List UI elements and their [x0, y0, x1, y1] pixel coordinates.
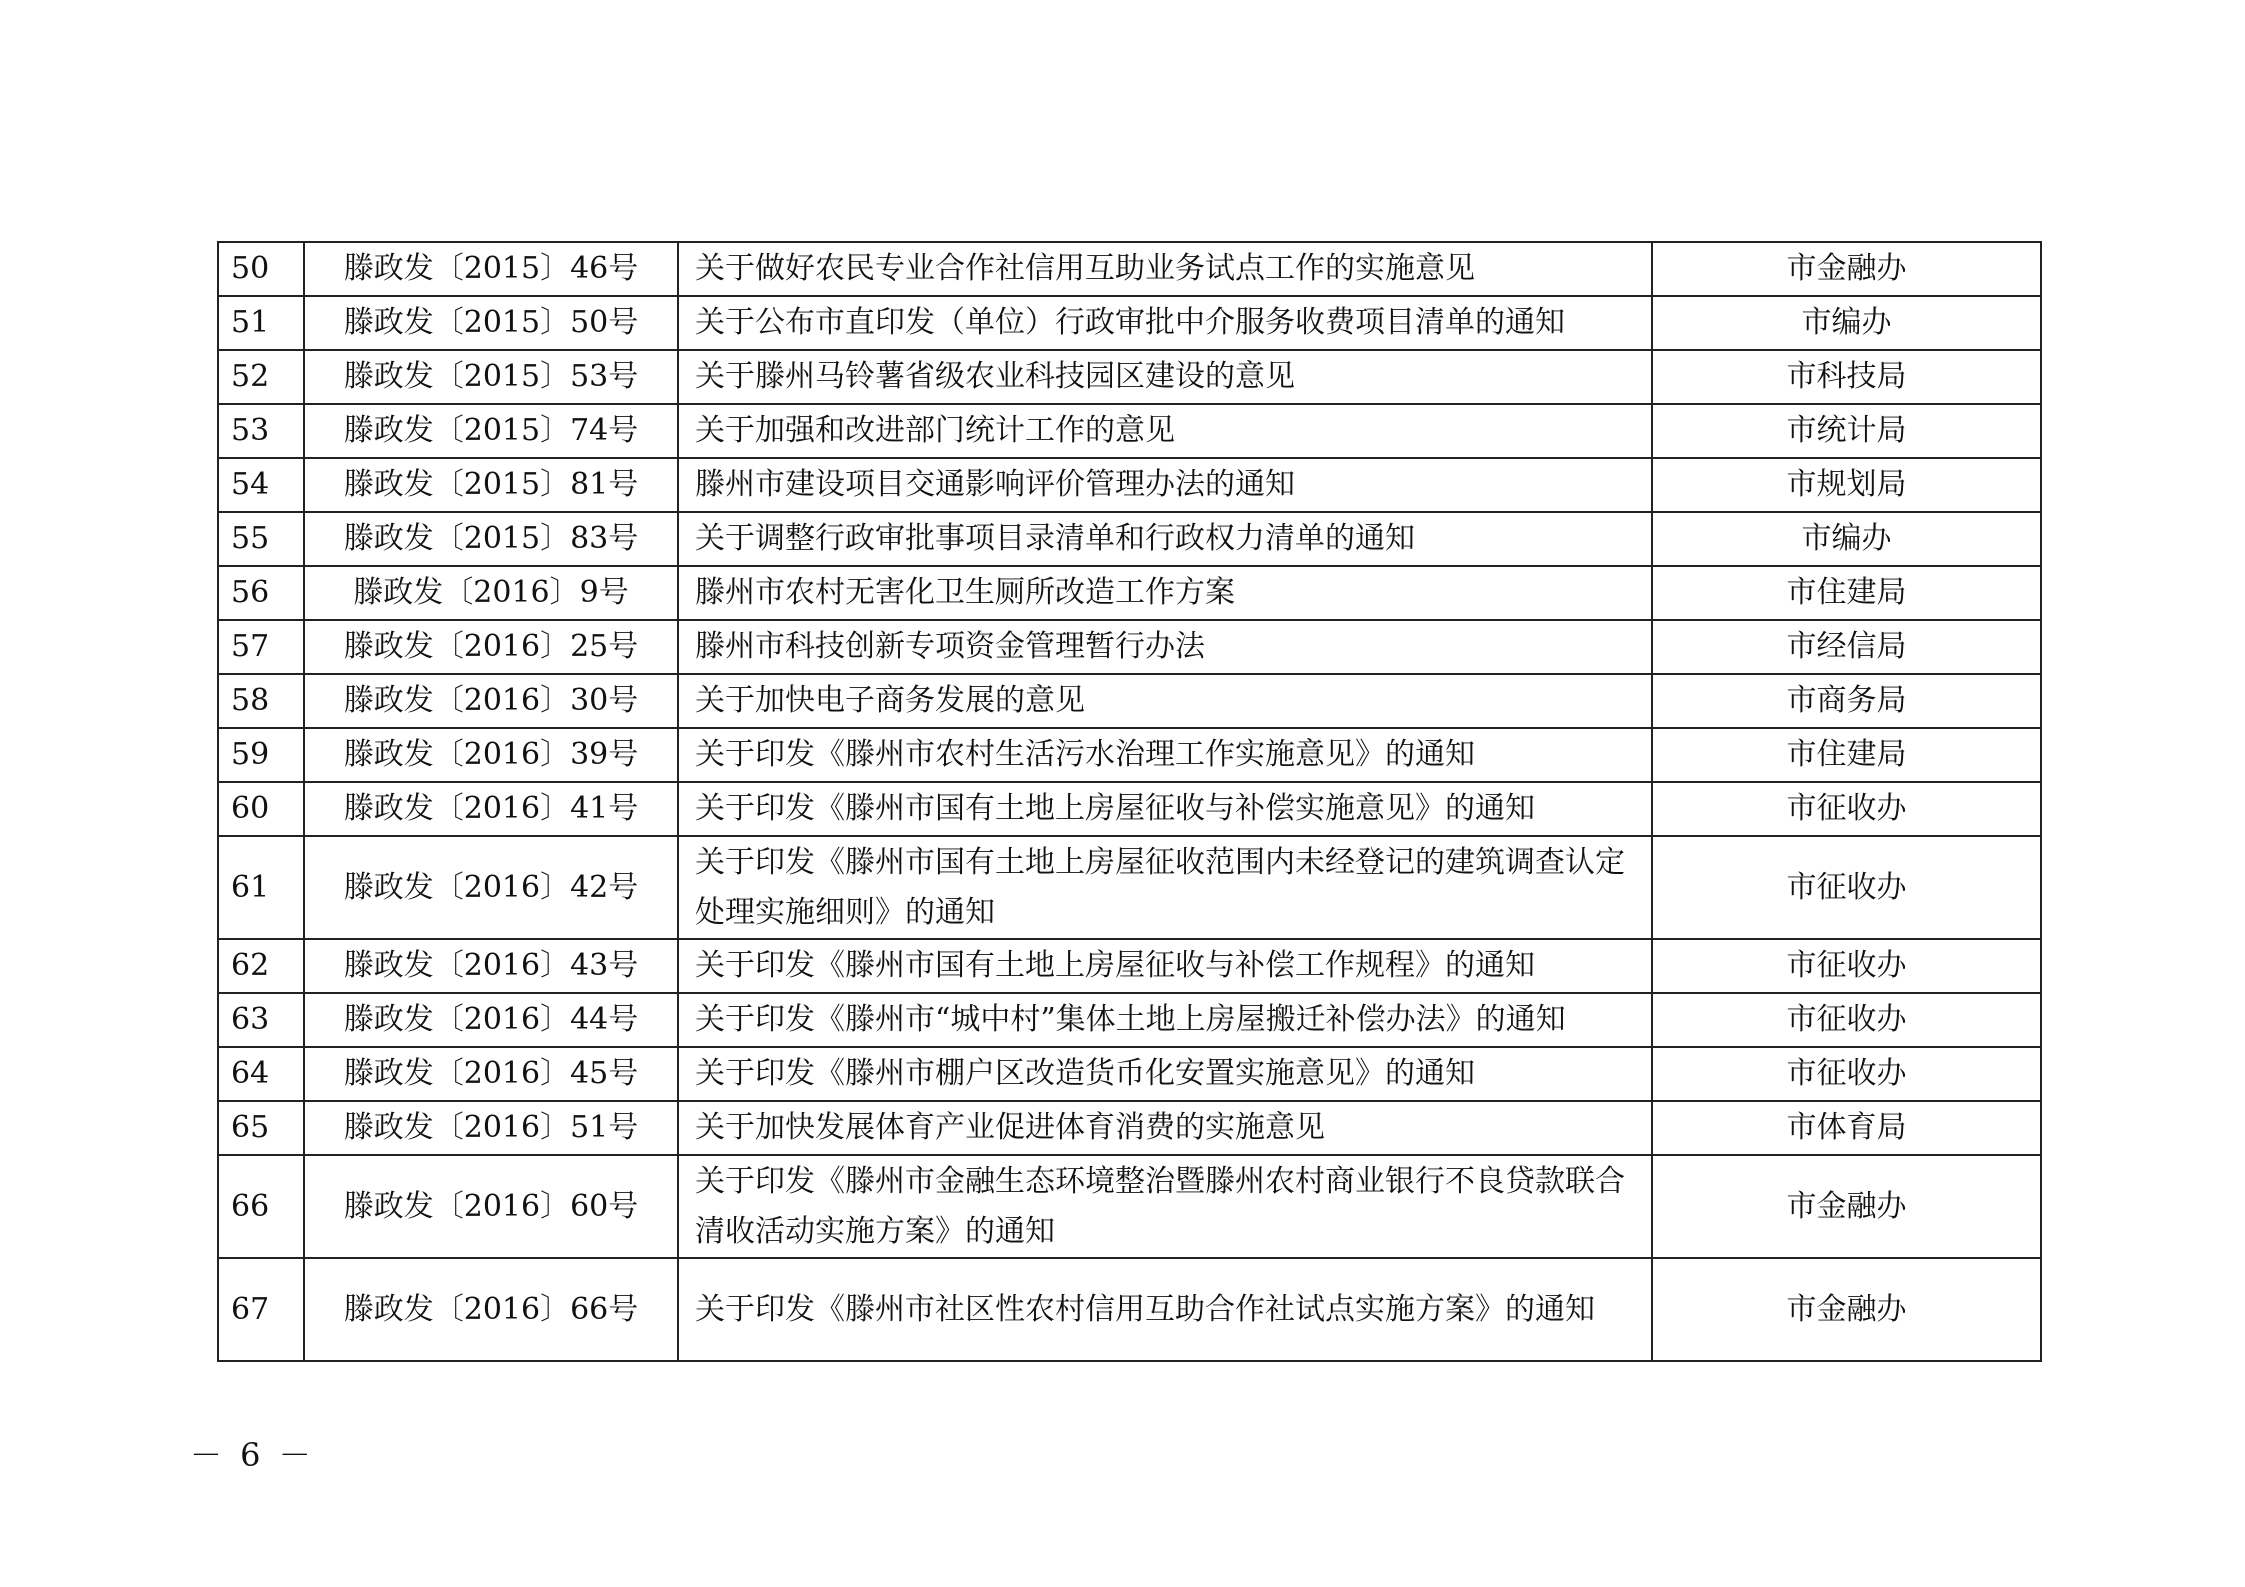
department: 市科技局 — [1652, 350, 2041, 404]
department: 市住建局 — [1652, 728, 2041, 782]
document-title: 关于印发《滕州市社区性农村信用互助合作社试点实施方案》的通知 — [678, 1258, 1652, 1361]
document-list-table — [217, 241, 2042, 1362]
table-row — [218, 939, 2041, 993]
document-number: 滕政发〔2016〕44号 — [304, 993, 678, 1047]
table-row — [218, 1047, 2041, 1101]
row-number: 54 — [218, 458, 304, 512]
document-title: 关于加强和改进部门统计工作的意见 — [678, 404, 1652, 458]
table-row — [218, 512, 2041, 566]
row-number: 57 — [218, 620, 304, 674]
document-title: 关于滕州马铃薯省级农业科技园区建设的意见 — [678, 350, 1652, 404]
document-number: 滕政发〔2016〕45号 — [304, 1047, 678, 1101]
document-title: 关于做好农民专业合作社信用互助业务试点工作的实施意见 — [678, 242, 1652, 296]
document-title: 关于印发《滕州市国有土地上房屋征收与补偿实施意见》的通知 — [678, 782, 1652, 836]
row-number: 51 — [218, 296, 304, 350]
table-row — [218, 566, 2041, 620]
document-title: 关于公布市直印发（单位）行政审批中介服务收费项目清单的通知 — [678, 296, 1652, 350]
department: 市金融办 — [1652, 242, 2041, 296]
table-row — [218, 296, 2041, 350]
row-number: 56 — [218, 566, 304, 620]
row-number: 59 — [218, 728, 304, 782]
department: 市住建局 — [1652, 566, 2041, 620]
document-number: 滕政发〔2016〕9号 — [304, 566, 678, 620]
document-title: 关于印发《滕州市国有土地上房屋征收范围内未经登记的建筑调查认定处理实施细则》的通知 — [678, 836, 1652, 939]
document-number: 滕政发〔2016〕39号 — [304, 728, 678, 782]
document-title: 关于调整行政审批事项目录清单和行政权力清单的通知 — [678, 512, 1652, 566]
department: 市征收办 — [1652, 939, 2041, 993]
row-number: 61 — [218, 836, 304, 939]
row-number: 63 — [218, 993, 304, 1047]
document-number: 滕政发〔2015〕46号 — [304, 242, 678, 296]
document-number: 滕政发〔2015〕53号 — [304, 350, 678, 404]
row-number: 67 — [218, 1258, 304, 1361]
row-number: 60 — [218, 782, 304, 836]
row-number: 53 — [218, 404, 304, 458]
table-row — [218, 836, 2041, 939]
document-title: 关于印发《滕州市棚户区改造货币化安置实施意见》的通知 — [678, 1047, 1652, 1101]
table-row — [218, 674, 2041, 728]
department: 市商务局 — [1652, 674, 2041, 728]
table-row — [218, 782, 2041, 836]
document-number: 滕政发〔2016〕25号 — [304, 620, 678, 674]
document-number: 滕政发〔2016〕41号 — [304, 782, 678, 836]
row-number: 52 — [218, 350, 304, 404]
department: 市金融办 — [1652, 1258, 2041, 1361]
page-number: － 6 － — [190, 1436, 315, 1474]
department: 市征收办 — [1652, 782, 2041, 836]
document-title: 关于加快发展体育产业促进体育消费的实施意见 — [678, 1101, 1652, 1155]
document-number: 滕政发〔2016〕51号 — [304, 1101, 678, 1155]
document-number: 滕政发〔2015〕50号 — [304, 296, 678, 350]
document-number: 滕政发〔2015〕74号 — [304, 404, 678, 458]
document-title: 滕州市建设项目交通影响评价管理办法的通知 — [678, 458, 1652, 512]
row-number: 65 — [218, 1101, 304, 1155]
table-row — [218, 728, 2041, 782]
table-body — [218, 242, 2041, 1361]
table-row — [218, 350, 2041, 404]
document-title: 滕州市科技创新专项资金管理暂行办法 — [678, 620, 1652, 674]
row-number: 66 — [218, 1155, 304, 1258]
row-number: 58 — [218, 674, 304, 728]
table-row — [218, 1258, 2041, 1361]
document-title: 关于加快电子商务发展的意见 — [678, 674, 1652, 728]
table-row — [218, 458, 2041, 512]
document-number: 滕政发〔2016〕43号 — [304, 939, 678, 993]
department: 市征收办 — [1652, 836, 2041, 939]
department: 市编办 — [1652, 296, 2041, 350]
document-title: 关于印发《滕州市“城中村”集体土地上房屋搬迁补偿办法》的通知 — [678, 993, 1652, 1047]
department: 市征收办 — [1652, 993, 2041, 1047]
department: 市编办 — [1652, 512, 2041, 566]
table-row — [218, 404, 2041, 458]
document-number: 滕政发〔2016〕42号 — [304, 836, 678, 939]
document-number: 滕政发〔2015〕83号 — [304, 512, 678, 566]
department: 市体育局 — [1652, 1101, 2041, 1155]
row-number: 50 — [218, 242, 304, 296]
document-title: 关于印发《滕州市金融生态环境整治暨滕州农村商业银行不良贷款联合清收活动实施方案》的通知 — [678, 1155, 1652, 1258]
document-number: 滕政发〔2016〕60号 — [304, 1155, 678, 1258]
document-number: 滕政发〔2016〕66号 — [304, 1258, 678, 1361]
row-number: 64 — [218, 1047, 304, 1101]
table-row — [218, 242, 2041, 296]
row-number: 55 — [218, 512, 304, 566]
table-row — [218, 620, 2041, 674]
department: 市征收办 — [1652, 1047, 2041, 1101]
department: 市经信局 — [1652, 620, 2041, 674]
table-row — [218, 993, 2041, 1047]
document-number: 滕政发〔2015〕81号 — [304, 458, 678, 512]
document-title: 关于印发《滕州市国有土地上房屋征收与补偿工作规程》的通知 — [678, 939, 1652, 993]
table-row — [218, 1155, 2041, 1258]
document-title: 关于印发《滕州市农村生活污水治理工作实施意见》的通知 — [678, 728, 1652, 782]
document-title: 滕州市农村无害化卫生厕所改造工作方案 — [678, 566, 1652, 620]
document-number: 滕政发〔2016〕30号 — [304, 674, 678, 728]
department: 市金融办 — [1652, 1155, 2041, 1258]
table-row — [218, 1101, 2041, 1155]
department: 市统计局 — [1652, 404, 2041, 458]
department: 市规划局 — [1652, 458, 2041, 512]
row-number: 62 — [218, 939, 304, 993]
